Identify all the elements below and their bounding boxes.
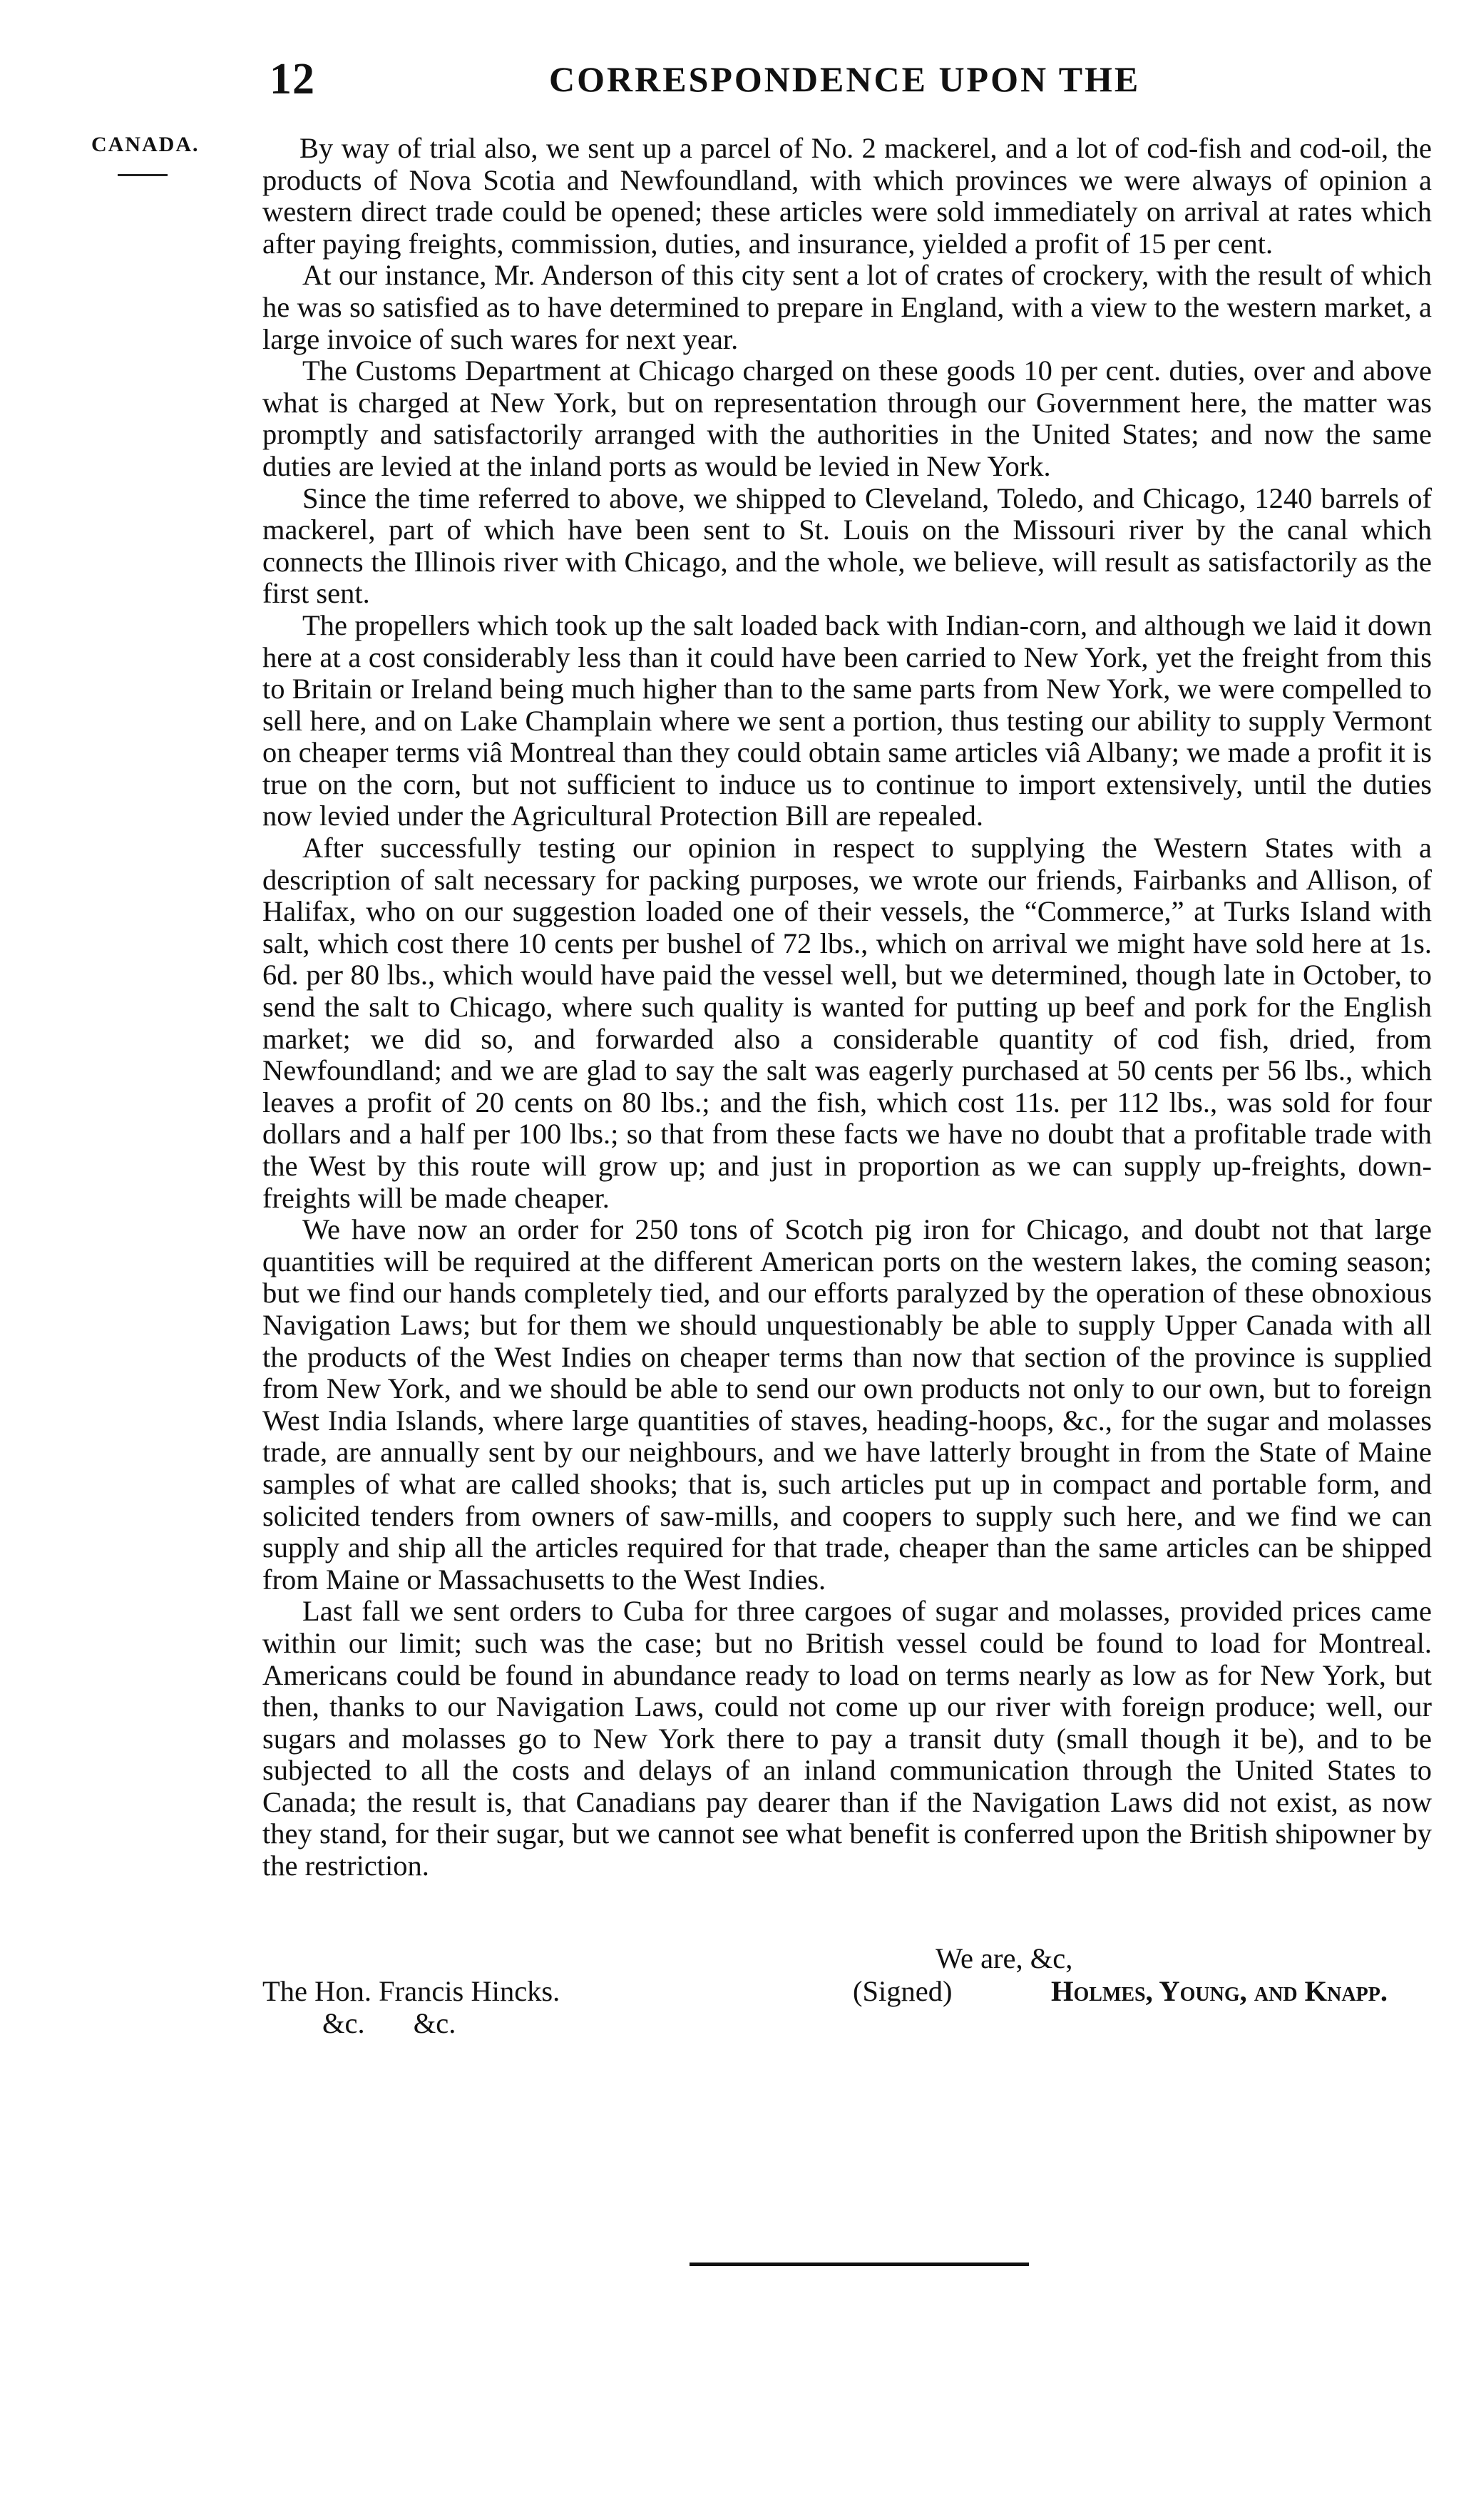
- signed-label: (Signed): [853, 1975, 953, 2007]
- signatories: Holmes, Young, and Knapp.: [1051, 1975, 1388, 2007]
- paragraph-1: By way of trial also, we sent up a parcel of No. 2 mackerel, and a lot of cod-fish and cod-oil, the products of Nova Scotia and Newfoundland, with which provinces we were always of opinion a western direct trade could be opened; these articles were sold immediately on arrival at rates which after paying freights, commission, duties, and insurance, yielded a profit of 15 per cent.: [262, 132, 1432, 260]
- end-rule: [690, 2263, 1029, 2266]
- margin-side-note: CANADA.: [91, 133, 200, 156]
- paragraph-3: The Customs Department at Chicago charged on these goods 10 per cent. duties, over and above what is charged at New York, but on representation through our Government here, the matter was promptly and satisfactorily arranged with the authorities in the United States; and now the same duties are levied at the inland ports as would be levied in New York.: [262, 354, 1432, 482]
- page-header: [0, 51, 1481, 108]
- addressee: The Hon. Francis Hincks.: [262, 1975, 560, 2007]
- paragraph-2: At our instance, Mr. Anderson of this city sent a lot of crates of crockery, with the result of which he was so satisfied as to have determined to prepare in England, with a view to the western market, a large invoice of such wares for next year.: [262, 259, 1432, 355]
- paragraph-7: We have now an order for 250 tons of Scotch pig iron for Chicago, and doubt not that large quantities will be required at the different American ports on the western lakes, the coming season; but we find our hands completely tied, and our efforts paralyzed by the operation of these obnoxious Navigation Laws; but for them we should unquestionably be able to supply Upper Canada with all the products of the West Indies on cheaper terms than now that section of the province is supplied from New York, and we should be able to send our own products not only to our own, but to foreign West India Islands, where large quantities of staves, heading-hoops, &c., for the sugar and molasses trade, are annually sent by our neighbours, and we have latterly brought in from the State of Maine samples of what are called shooks; that is, such articles put up in compact and portable form, and solicited tenders from owners of saw-mills, and coopers to supply such here, and we find we can supply and ship all the articles required for that trade, cheaper than the same articles can be shipped from Maine or Massachusetts to the West Indies.: [262, 1213, 1432, 1596]
- letter-body: [262, 133, 1432, 1882]
- paragraph-8: Last fall we sent orders to Cuba for three cargoes of sugar and molasses, provided prices came within our limit; such was the case; but no British vessel could be found to load for Montreal. Americans could be found in abundance ready to load on terms nearly as low as for New York, but then, thanks to our Navigation Laws, could not come up our river with foreign produce; well, our sugars and molasses go to New York there to pay a transit duty (small though it be), and to be subjected to all the costs and delays of an inland communication through the United States to Canada; the result is, that Canadians pay dearer than if the Navigation Laws did not exist, as now they stand, for their sugar, but we cannot see what benefit is conferred upon the British shipowner by the restriction.: [262, 1595, 1432, 1882]
- running-title: CORRESPONDENCE UPON THE: [549, 59, 1141, 99]
- page-number: 12: [270, 55, 315, 103]
- etc-line: &c. &c.: [322, 2007, 456, 2039]
- side-note-rule: [118, 174, 168, 176]
- paragraph-5: The propellers which took up the salt loaded back with Indian-corn, and although we laid it down here at a cost considerably less than it could have been carried to New York, yet the freight from this to Britain or Ireland being much higher than to the same parts from New York, we were compelled to sell here, and on Lake Champlain where we sent a portion, thus testing our ability to supply Vermont on cheaper terms viâ Montreal than they could obtain same articles viâ Albany; we made a profit it is true on the corn, but not sufficient to induce us to continue to import extensively, until the duties now levied under the Agricultural Protection Bill are repealed.: [262, 608, 1432, 832]
- letter-closing: We are, &c,: [936, 1942, 1073, 1974]
- paragraph-6: After successfully testing our opinion in respect to supplying the Western States with a description of salt necessary for packing purposes, we wrote our friends, Fairbanks and Allison, of Halifax, who on our suggestion loaded one of their vessels, the “Commerce,” at Turks Island with salt, which cost there 10 cents per bushel of 72 lbs., which on arrival we might have sold here at 1s. 6d. per 80 lbs., which would have paid the vessel well, but we determined, though late in October, to send the salt to Chicago, where such quality is wanted for putting up beef and pork for the English market; we did so, and forwarded also a considerable quantity of cod fish, dried, from Newfoundland; and we are glad to say the salt was eagerly purchased at 50 cents per 56 lbs., which leaves a profit of 20 cents on 80 lbs.; and the fish, which cost 11s. per 112 lbs., was sold for four dollars and a half per 100 lbs.; so that from these facts we have no doubt that a profitable trade with the West by this route will grow up; and just in proportion as we can supply up-freights, down-freights will be made cheaper.: [262, 832, 1432, 1214]
- paragraph-4: Since the time referred to above, we shipped to Cleveland, Toledo, and Chicago, 1240 barrels of mackerel, part of which have been sent to St. Louis on the Missouri river by the canal which connects the Illinois river with Chicago, and the whole, we believe, will result as satisfactorily as the first sent.: [262, 481, 1432, 610]
